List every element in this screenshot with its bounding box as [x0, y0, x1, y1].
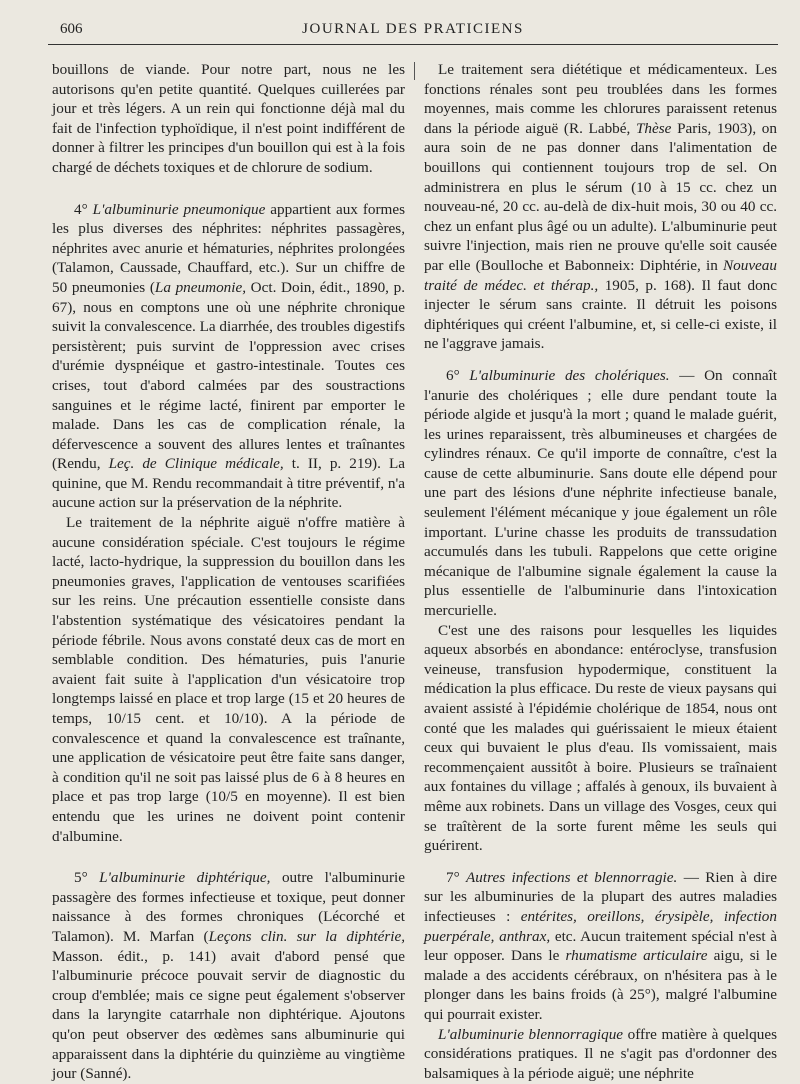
reference-nouveau-traite: Nouveau traité de médec. et thérap., [424, 256, 777, 294]
section-7-title: Autres infections et blennorragie. [466, 868, 678, 886]
section-5-title: L'albuminurie diphtérique, [99, 869, 271, 887]
section-4-reference-1: La pneumonie, [154, 278, 247, 296]
blennorragique-text: offre matière à quelques considérations pratiques. Il ne s'agit pas d'ordonner des balsamiques à la période aiguë; une néphrite [424, 1025, 777, 1082]
reference-these: Thèse [635, 119, 672, 137]
section-5-number: 5° [74, 869, 100, 887]
section-4-text-a: appartient aux formes les plus diverses des néphrites: néphrites passagères, néphrites avec anurie et hématuries, néphrites prolongées (Talamon, Caussade, Chauffard, etc.). Sur un chiffre de 50 pneumonies ( [52, 200, 405, 296]
right-column [424, 60, 777, 1083]
section-4-reference-2: Leç. de Clinique médicale, [108, 455, 284, 473]
paragraph-cholera-liquids: C'est une des raisons pour lesquelles les liquides aqueux absorbés en abondance: entéroclyse, transfusion veineuse, transfusion hypodermique, constituent la médication la plus efficace. Du reste de vieux paysans qui avaient assisté à l'épidémie cholérique de 1854, nous ont conté que les malades qui guérissaient le mieux étaient ceux qui buvaient le plus d'eau. Ils vomissaient, mais recommençaient aussitôt à boire. Plusieurs se traînaient aux fontaines du village ; affalés à genoux, ils buvaient à même aux robinets. Dans un village des Vosges, ceux qui se traîtèrent de la sorte furent même les seuls qui guérirent. [424, 621, 777, 855]
section-5-reference: Leçons clin. sur la diphtérie, [208, 927, 405, 945]
section-4-title: L'albuminurie pneumonique [92, 200, 266, 218]
section-7-number: 7° [446, 868, 467, 886]
page-header [48, 18, 778, 45]
section-5-text-a: outre l'albuminurie passagère des formes infectieuse et toxique, peut donner naissance à des formes chroniques (Lécorché et Talamon). M. Marfan ( [52, 869, 405, 945]
section-6-text: — On connaît l'anurie des cholériques ; elle dure pendant toute la période algide et jusqu'à la mort ; quand le malade guérit, les urines reparaissent, très albumineuses et chargées de cylindres rénaux. Ce qu'il importe de connaître, c'est la cause de cette albuminurie. Sans doute elle dépend pour une part des lésions d'une néphrite infectieuse banale, seulement l'élément mécanique y joue également un rôle important. L'urine chasse les produits de transsudation accumulés dans les tubuli. Rappelons que cette origine mécanique de l'albumine signale également la cause la plus essentielle de l'albuminurie dans l'intoxication mercurielle. [424, 366, 777, 620]
section-6-title: L'albuminurie des cholériques. [469, 366, 670, 384]
section-7-text-a: — Rien à dire sur les albuminuries de la plupart des autres maladies infectieuses : [424, 868, 777, 925]
blennorragique-title: L'albuminurie blennorragique [438, 1025, 624, 1043]
section-7-text-c: aigu, si le malade a des accidents cérébraux, on n'hésitera pas à le plonger dans les bains froids (à 25°), malgré l'albumine qui pourrait exister. [424, 947, 778, 1023]
paragraph-text-a: Le traitement sera diététique et médicamenteux. Les fonctions rénales sont peu troublées dans les formes moyennes, mais comme les chlorures paraissent retenus dans la période aiguë (R. Labbé, [424, 61, 777, 137]
section-4-text-b: Oct. Doin, édit., 1890, p. 67), nous en comptons une où une néphrite chronique suivit la convalescence. La diarrhée, des troubles digestifs persistèrent; puis survint de l'oppression avec crises d'urémie dyspnéique et gastro-intestinale. Toutes ces crises, tout d'abord calmées par des soustractions sanguines et le régime lacté, finirent par emporter le malade. Dans les cas de complication rénale, la défervescence a souvent des allures lentes et traînantes (Rendu, [52, 278, 405, 473]
section-4-text-c: t. II, p. 219). La quinine, que M. Rendu recommandait à titre préventif, n'a aucune action sur la préservation de la néphrite. [52, 455, 405, 512]
section-4-pneumonique [52, 200, 405, 514]
page-number: 606 [60, 21, 83, 37]
journal-title: JOURNAL DES PRATICIENS [302, 21, 524, 37]
section-7-disease-list: entérites, oreillons, érysipèle, infection puerpérale, anthrax, [424, 907, 777, 945]
section-5-diphterique [52, 868, 405, 1084]
section-6-choleriques [424, 366, 777, 621]
paragraph-text-b: Paris, 1903), on aura soin de ne pas donner dans l'alimentation de bouillons qui contiennent toujours trop de sel. On administrera en plus le sérum (10 à 15 cc. chez un nouveau-né, 20 cc. au-delà de dix-huit mois, 30 ou 40 cc. chez un enfant plus âgé ou un adulte). L'albuminurie peut suivre l'injection, mais rien ne prouve qu'elle soit causée par elle (Boulloche et Babonneix: Diphtérie, in [424, 119, 777, 274]
paragraph-blennorragique [424, 1025, 777, 1084]
column-divider [414, 62, 415, 80]
left-column [52, 60, 405, 1084]
section-7-text-b: etc. Aucun traitement spécial n'est à leur opposer. Dans le [424, 927, 777, 965]
paragraph-traitement-diphterie [424, 60, 777, 354]
paragraph-text-c: 1905, p. 168). Il faut donc injecter le sérum sans crainte. Il détruit les poisons diphtériques qui créent l'albumine, et, si celle-ci existe, il ne l'aggrave jamais. [424, 276, 777, 353]
section-6-number: 6° [446, 366, 470, 384]
section-7-rhumatisme: rhumatisme articulaire [565, 947, 708, 965]
paragraph-bouillons: bouillons de viande. Pour notre part, nous ne les autorisons qu'en petite quantité. Quelques cuillerées par jour et très légers. A un rein qui fonctionne déjà mal du fait de l'infection typhoïdique, il n'est point indifférent de donner à filtrer les principes d'un bouillon qui est à la fois chargé de déchets toxiques et de chlorure de sodium. [52, 61, 405, 176]
section-5-text-b: Masson. édit., p. 141) avait d'abord pensé que l'albuminurie précoce pouvait servir de diagnostic du croup d'emblée; mais ce signe peut également s'observer dans la laryngite catarrhale non diphtérique. Ajoutons qu'on peut observer des œdèmes sans albuminurie qui apparaissent dans la diphtérie du quinzième au vingtième jour (Sanné). [52, 947, 405, 1083]
paragraph-treatment-nephrite: Le traitement de la néphrite aiguë n'offre matière à aucune considération spéciale. C'est toujours le régime lacté, lacto-hydrique, la suppression du bouillon dans les pneumonies graves, l'application de ventouses scarifiées sur les reins. Une précaution essentielle consiste dans l'abstention systématique des vésicatoires pendant la période fébrile. Nous avons constaté deux cas de mort en semblable condition. Des hématuries, puis l'anurie avaient fait suite à l'application d'un vésicatoire trop longtemps laissé en place et trop large (15 et 20 heures de temps, 10/15 cent. et 10/10). A la période de convalescence et quand la convalescence est traînante, une application de vésicatoire peut être faite sans danger, à condition qu'il ne soit pas laissé plus de 6 à 8 heures en place et pas trop large (10/5 en moyenne). Il est bien entendu que les urines ne doivent point contenir d'albumine. [52, 514, 405, 845]
section-4-number: 4° [74, 200, 93, 218]
section-7-autres-infections [424, 868, 777, 1025]
